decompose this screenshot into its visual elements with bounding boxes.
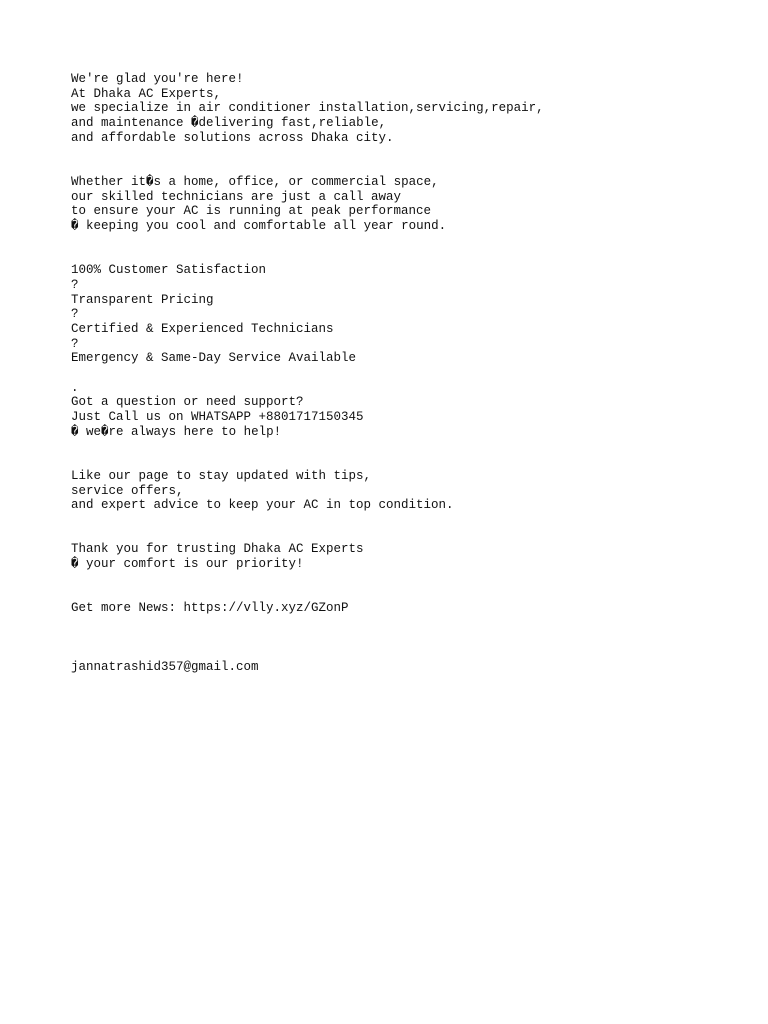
support-line: Got a question or need support? (71, 395, 304, 410)
feature-item: Transparent Pricing (71, 292, 214, 307)
features-list (71, 263, 751, 366)
contact-email[interactable]: jannatrashid357@gmail.com (71, 659, 259, 674)
feature-item: Certified & Experienced Technicians (71, 321, 334, 336)
coverage-line: Whether it�s a home, office, or commercial space, (71, 174, 439, 189)
coverage-paragraph (71, 175, 751, 234)
thanks-line: Thank you for trusting Dhaka AC Experts (71, 542, 364, 557)
thanks-line: � your comfort is our priority! (71, 557, 304, 572)
feature-separator: ? (71, 277, 79, 292)
whatsapp-contact: Just Call us on WHATSAPP +8801717150345 (71, 410, 364, 425)
support-line: � we�re always here to help! (71, 424, 282, 439)
social-paragraph (71, 469, 751, 513)
support-line: . (71, 380, 79, 395)
intro-paragraph (71, 72, 751, 146)
intro-line: We're glad you're here! (71, 72, 244, 86)
intro-line: we specialize in air conditioner installation,servicing,repair, (71, 101, 544, 116)
coverage-line: � keeping you cool and comfortable all year round. (71, 219, 447, 234)
coverage-line: our skilled technicians are just a call away (71, 189, 402, 204)
intro-line: and maintenance �delivering fast,reliable, (71, 116, 387, 131)
document-page (71, 72, 751, 704)
social-line: Like our page to stay updated with tips, (71, 468, 372, 483)
feature-separator: ? (71, 336, 79, 351)
coverage-line: to ensure your AC is running at peak performance (71, 204, 432, 219)
thanks-paragraph (71, 542, 751, 571)
contact-paragraph (71, 660, 751, 675)
intro-line: and affordable solutions across Dhaka city. (71, 130, 394, 145)
social-line: service offers, (71, 483, 184, 498)
feature-item: Emergency & Same-Day Service Available (71, 351, 357, 366)
feature-separator: ? (71, 307, 79, 322)
support-paragraph (71, 381, 751, 440)
intro-line: At Dhaka AC Experts, (71, 86, 222, 101)
news-link[interactable]: Get more News: https://vlly.xyz/GZonP (71, 601, 349, 616)
social-line: and expert advice to keep your AC in top condition. (71, 498, 454, 513)
news-paragraph (71, 601, 751, 616)
feature-item: 100% Customer Satisfaction (71, 263, 267, 278)
